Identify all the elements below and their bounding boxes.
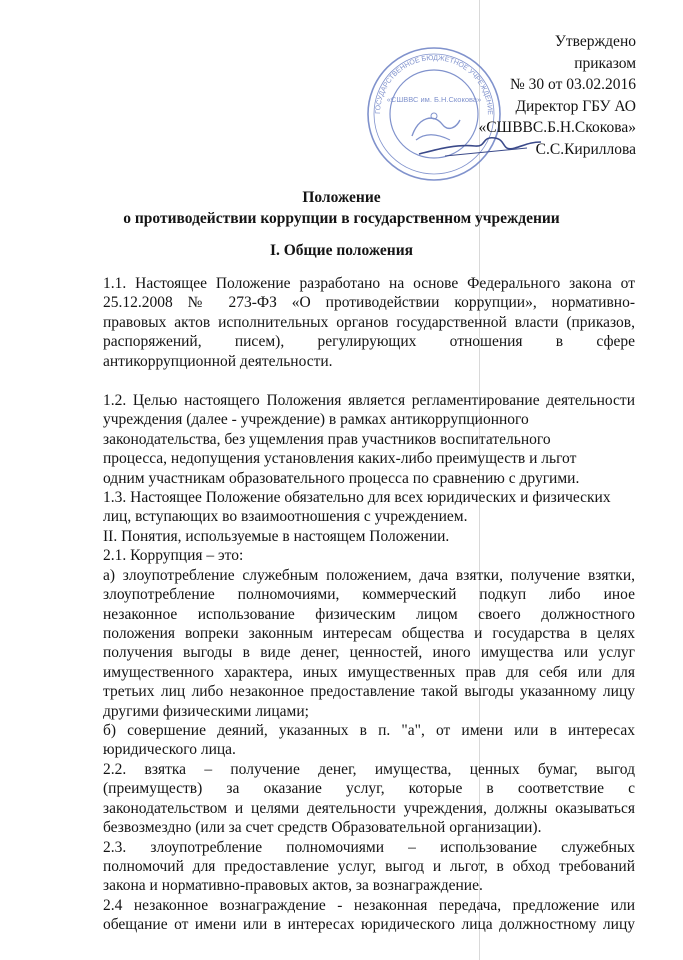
- text-line: (преимуществ) за оказание услуг, которые в соответствие с: [103, 780, 635, 798]
- text-line: процесса, недопущения установления каких-либо преимуществ и льгот: [103, 450, 577, 468]
- stamp-ring-text: ГОСУДАРСТВЕННОЕ БЮДЖЕТНОЕ УЧРЕЖДЕНИЕ: [374, 54, 494, 116]
- text-line: положения вопреки законным интересам общества и государства в целях: [103, 625, 635, 643]
- text-line: законодательством и целями деятельности учреждения, должны оказываться: [103, 799, 635, 817]
- text-line: 1.3. Настоящее Положение обязательно для всех юридических и физических: [103, 489, 611, 507]
- text-line: 2.3. злоупотребление полномочиями – использование служебных: [103, 838, 635, 856]
- approval-order-number: № 30 от 03.02.2016: [510, 76, 636, 93]
- text-line: правовых актов исполнительных органов государственной власти (приказов,: [103, 313, 635, 331]
- text-line: полномочий для предоставление услуг, выгод и льгот, в обход требований: [103, 857, 635, 875]
- text-line: 1.2. Целью настоящего Положения является регламентирование деятельности: [103, 392, 635, 409]
- text-line: антикоррупционной деятельности.: [103, 352, 333, 370]
- section-2: [103, 527, 635, 935]
- svg-text:ГОСУДАРСТВЕННОЕ БЮДЖЕТНОЕ УЧРЕ: [375, 55, 493, 115]
- text-line: распоряжений, писем), регулирующих отношения в сфере: [103, 333, 635, 351]
- approval-signatory: С.С.Кириллова: [535, 140, 636, 158]
- approval-director: Директор ГБУ АО: [515, 97, 636, 115]
- text-line: имущественного характера, иных имущественных прав для себя или для: [103, 663, 635, 681]
- text-line: одним участникам образовательного процесса по сравнению с другими.: [103, 469, 580, 487]
- text-line: законодательства, без ущемления прав участников воспитательного: [103, 430, 551, 448]
- text-line: 2.2. взятка – получение денег, имущества, ценных бумаг, выгод: [103, 760, 635, 778]
- text-line: обещание от имени или в интересах юридического лица должностному лицу: [103, 916, 635, 934]
- section-heading: I. Общие положения: [269, 242, 414, 259]
- approval-line: Утверждено: [554, 33, 636, 50]
- text-line: юридического лица.: [103, 741, 236, 759]
- text-line: третьих лиц либо незаконное предоставление такой выгоды указанному лицу: [103, 683, 635, 701]
- text-line: учреждения (далее - учреждение) в рамках антикоррупционного: [103, 411, 529, 429]
- text-line: 2.1. Коррупция – это:: [103, 547, 244, 565]
- text-line: 1.1. Настоящее Положение разработано на основе Федерального закона от: [103, 275, 635, 292]
- text-line: б) совершение деяний, указанных в п. "а", от имени или в интересах: [103, 722, 635, 740]
- approval-line: приказом: [574, 54, 636, 72]
- approval-organization: «СШВВС.Б.Н.Скокова»: [478, 119, 636, 136]
- paragraph-1-1: [103, 274, 635, 371]
- text-line: получения выгоды в виде денег, ценностей, иного имущества или услуг: [103, 644, 635, 662]
- text-line: безвозмездно (или за счет средств Образовательной организации).: [103, 819, 542, 837]
- text-line: лиц, вступающих во взаимоотношения с учреждением.: [103, 508, 468, 526]
- handwritten-signature-icon: [415, 130, 545, 160]
- document-subtitle: о противодействии коррупции в государственном учреждении: [123, 210, 560, 227]
- document-title: Положение: [302, 189, 381, 206]
- text-line: 2.4 незаконное вознаграждение - незаконная передача, предложение или: [103, 896, 635, 914]
- paragraph-1-2: [103, 391, 635, 527]
- section-2-heading: II. Понятия, используемые в настоящем Положении.: [103, 528, 450, 545]
- text-line: злоупотребление полномочиями, коммерческий подкуп либо иное: [103, 586, 635, 604]
- text-line: а) злоупотребление служебным положением, дача взятки, получение взятки,: [103, 566, 635, 584]
- text-line: 25.12.2008 № 273-ФЗ «О противодействии коррупции», нормативно-: [103, 294, 635, 312]
- text-line: закона и нормативно-правовых актов, за вознаграждение.: [103, 877, 483, 895]
- text-line: другими физическими лицами;: [103, 702, 309, 720]
- stamp-center-text: «СШВВС им. Б.Н.Скокова»: [386, 95, 482, 104]
- text-line: незаконное использование физическим лицом своего должностного: [103, 605, 635, 623]
